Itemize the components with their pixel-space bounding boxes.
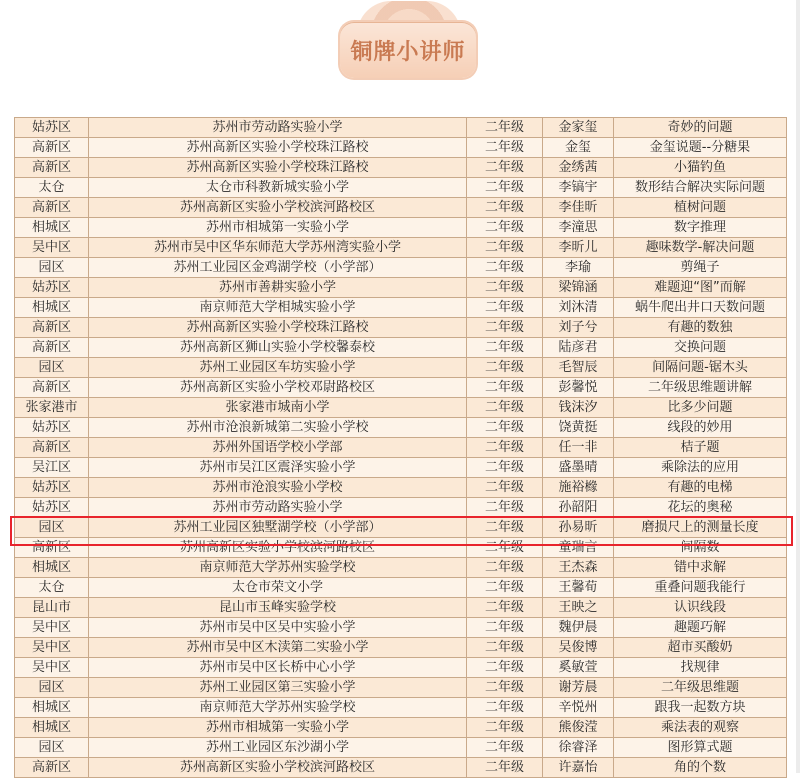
school-cell: 昆山市玉峰实验学校 [89,598,467,618]
topic-cell: 找规律 [614,658,787,678]
student-name-cell: 饶黄挺 [543,418,614,438]
school-cell: 苏州工业园区独墅湖学校（小学部） [89,518,467,538]
grade-cell: 二年级 [467,758,543,778]
table-row [15,338,787,358]
school-cell: 苏州市吴中区华东师范大学苏州湾实验小学 [89,238,467,258]
district-cell: 姑苏区 [15,278,89,298]
district-cell: 张家港市 [15,398,89,418]
student-name-cell: 彭馨悦 [543,378,614,398]
school-cell: 苏州高新区狮山实验小学校馨泰校 [89,338,467,358]
topic-cell: 比多少问题 [614,398,787,418]
school-cell: 苏州市相城第一实验小学 [89,218,467,238]
district-cell: 高新区 [15,758,89,778]
grade-cell: 二年级 [467,498,543,518]
topic-cell: 二年级思维题讲解 [614,378,787,398]
district-cell: 相城区 [15,698,89,718]
table-row [15,538,787,558]
topic-cell: 超市买酸奶 [614,638,787,658]
grade-cell: 二年级 [467,158,543,178]
grade-cell: 二年级 [467,298,543,318]
topic-cell: 植树问题 [614,198,787,218]
student-name-cell: 施裕橼 [543,478,614,498]
district-cell: 吴江区 [15,458,89,478]
page-header [0,0,800,128]
school-cell: 苏州外国语学校小学部 [89,438,467,458]
student-name-cell: 孙韶阳 [543,498,614,518]
school-cell: 苏州高新区实验小学校珠江路校 [89,318,467,338]
topic-cell: 花坛的奥秘 [614,498,787,518]
table-row [15,498,787,518]
grade-cell: 二年级 [467,258,543,278]
topic-cell: 奇妙的问题 [614,118,787,138]
topic-cell: 乘除法的应用 [614,458,787,478]
topic-cell: 桔子题 [614,438,787,458]
awards-table [14,117,787,778]
school-cell: 苏州工业园区金鸡湖学校（小学部） [89,258,467,278]
district-cell: 园区 [15,678,89,698]
topic-cell: 蜗牛爬出井口天数问题 [614,298,787,318]
grade-cell: 二年级 [467,398,543,418]
district-cell: 高新区 [15,378,89,398]
grade-cell: 二年级 [467,218,543,238]
awards-table-body [15,118,787,778]
school-cell: 苏州市劳动路实验小学 [89,118,467,138]
district-cell: 姑苏区 [15,418,89,438]
district-cell: 相城区 [15,298,89,318]
grade-cell: 二年级 [467,138,543,158]
table-row [15,598,787,618]
topic-cell: 数形结合解决实际问题 [614,178,787,198]
table-row [15,518,787,538]
table-row [15,418,787,438]
student-name-cell: 金家玺 [543,118,614,138]
topic-cell: 趣题巧解 [614,618,787,638]
topic-cell: 磨损尺上的测量长度 [614,518,787,538]
district-cell: 相城区 [15,718,89,738]
school-cell: 南京师范大学相城实验小学 [89,298,467,318]
student-name-cell: 刘子兮 [543,318,614,338]
grade-cell: 二年级 [467,678,543,698]
district-cell: 吴中区 [15,658,89,678]
district-cell: 高新区 [15,538,89,558]
school-cell: 太仓市科教新城实验小学 [89,178,467,198]
school-cell: 苏州高新区实验小学校滨河路校区 [89,538,467,558]
table-row [15,218,787,238]
school-cell: 苏州高新区实验小学校珠江路校 [89,158,467,178]
district-cell: 昆山市 [15,598,89,618]
grade-cell: 二年级 [467,358,543,378]
topic-cell: 交换问题 [614,338,787,358]
topic-cell: 二年级思维题 [614,678,787,698]
school-cell: 张家港市城南小学 [89,398,467,418]
district-cell: 相城区 [15,558,89,578]
grade-cell: 二年级 [467,538,543,558]
district-cell: 高新区 [15,338,89,358]
topic-cell: 错中求解 [614,558,787,578]
student-name-cell: 许嘉怡 [543,758,614,778]
student-name-cell: 魏伊晨 [543,618,614,638]
student-name-cell: 辛悦州 [543,698,614,718]
school-cell: 苏州市沧浪新城第二实验小学校 [89,418,467,438]
table-row [15,258,787,278]
school-cell: 苏州市劳动路实验小学 [89,498,467,518]
district-cell: 高新区 [15,158,89,178]
student-name-cell: 任一非 [543,438,614,458]
grade-cell: 二年级 [467,198,543,218]
table-row [15,558,787,578]
school-cell: 苏州市沧浪实验小学校 [89,478,467,498]
grade-cell: 二年级 [467,458,543,478]
table-row [15,758,787,778]
student-name-cell: 李昕儿 [543,238,614,258]
district-cell: 吴中区 [15,638,89,658]
scrollbar-track[interactable] [796,0,800,773]
grade-cell: 二年级 [467,658,543,678]
table-row [15,718,787,738]
district-cell: 姑苏区 [15,498,89,518]
district-cell: 园区 [15,358,89,378]
school-cell: 苏州市吴中区吴中实验小学 [89,618,467,638]
table-row [15,178,787,198]
grade-cell: 二年级 [467,338,543,358]
topic-cell: 角的个数 [614,758,787,778]
student-name-cell: 梁锦涵 [543,278,614,298]
district-cell: 太仓 [15,178,89,198]
school-cell: 苏州工业园区车坊实验小学 [89,358,467,378]
student-name-cell: 童瑞言 [543,538,614,558]
grade-cell: 二年级 [467,518,543,538]
topic-cell: 乘法表的观察 [614,718,787,738]
school-cell: 苏州工业园区第三实验小学 [89,678,467,698]
district-cell: 高新区 [15,318,89,338]
table-row [15,358,787,378]
school-cell: 南京师范大学苏州实验学校 [89,558,467,578]
table-row [15,378,787,398]
student-name-cell: 刘沐清 [543,298,614,318]
student-name-cell: 金玺 [543,138,614,158]
district-cell: 高新区 [15,438,89,458]
table-row [15,318,787,338]
grade-cell: 二年级 [467,558,543,578]
grade-cell: 二年级 [467,438,543,458]
grade-cell: 二年级 [467,238,543,258]
table-row [15,738,787,758]
topic-cell: 有趣的数独 [614,318,787,338]
school-cell: 太仓市荣文小学 [89,578,467,598]
table-row [15,658,787,678]
awards-table-container[interactable] [14,120,786,775]
topic-cell: 有趣的电梯 [614,478,787,498]
school-cell: 苏州工业园区东沙湖小学 [89,738,467,758]
student-name-cell: 毛智辰 [543,358,614,378]
topic-cell: 间隔数 [614,538,787,558]
table-row [15,158,787,178]
grade-cell: 二年级 [467,118,543,138]
topic-cell: 跟我一起数方块 [614,698,787,718]
district-cell: 相城区 [15,218,89,238]
student-name-cell: 王馨荀 [543,578,614,598]
school-cell: 苏州市吴江区震泽实验小学 [89,458,467,478]
student-name-cell: 王映之 [543,598,614,618]
district-cell: 园区 [15,518,89,538]
student-name-cell: 孙易昕 [543,518,614,538]
table-row [15,438,787,458]
section-badge [340,22,476,78]
grade-cell: 二年级 [467,418,543,438]
district-cell: 姑苏区 [15,478,89,498]
topic-cell: 剪绳子 [614,258,787,278]
badge-title: 铜牌小讲师 [350,39,466,65]
topic-cell: 图形算式题 [614,738,787,758]
grade-cell: 二年级 [467,178,543,198]
district-cell: 园区 [15,738,89,758]
school-cell: 苏州市相城第一实验小学 [89,718,467,738]
school-cell: 苏州高新区实验小学校珠江路校 [89,138,467,158]
district-cell: 高新区 [15,138,89,158]
topic-cell: 间隔问题-锯木头 [614,358,787,378]
student-name-cell: 谢芳晨 [543,678,614,698]
table-row [15,478,787,498]
student-name-cell: 陆彦君 [543,338,614,358]
table-row [15,578,787,598]
school-cell: 苏州高新区实验小学校滨河路校区 [89,758,467,778]
table-row [15,298,787,318]
district-cell: 园区 [15,258,89,278]
grade-cell: 二年级 [467,718,543,738]
table-row [15,678,787,698]
student-name-cell: 盛墨晴 [543,458,614,478]
district-cell: 吴中区 [15,618,89,638]
table-row [15,618,787,638]
grade-cell: 二年级 [467,378,543,398]
grade-cell: 二年级 [467,618,543,638]
topic-cell: 重叠问题我能行 [614,578,787,598]
table-row [15,698,787,718]
student-name-cell: 李镐宇 [543,178,614,198]
district-cell: 高新区 [15,198,89,218]
school-cell: 苏州市善耕实验小学 [89,278,467,298]
table-row [15,198,787,218]
table-row [15,398,787,418]
district-cell: 太仓 [15,578,89,598]
student-name-cell: 金绣茜 [543,158,614,178]
topic-cell: 数字推理 [614,218,787,238]
grade-cell: 二年级 [467,478,543,498]
topic-cell: 难题迎“图”而解 [614,278,787,298]
district-cell: 姑苏区 [15,118,89,138]
topic-cell: 认识线段 [614,598,787,618]
grade-cell: 二年级 [467,578,543,598]
school-cell: 南京师范大学苏州实验学校 [89,698,467,718]
school-cell: 苏州市吴中区木渎第二实验小学 [89,638,467,658]
student-name-cell: 钱沫汐 [543,398,614,418]
student-name-cell: 李潼思 [543,218,614,238]
table-row [15,138,787,158]
school-cell: 苏州市吴中区长桥中心小学 [89,658,467,678]
table-row [15,638,787,658]
table-row [15,118,787,138]
student-name-cell: 熊俊滢 [543,718,614,738]
topic-cell: 小猫钓鱼 [614,158,787,178]
district-cell: 吴中区 [15,238,89,258]
school-cell: 苏州高新区实验小学校滨河路校区 [89,198,467,218]
student-name-cell: 徐睿泽 [543,738,614,758]
student-name-cell: 吴俊博 [543,638,614,658]
grade-cell: 二年级 [467,598,543,618]
student-name-cell: 王杰森 [543,558,614,578]
student-name-cell: 奚敏萱 [543,658,614,678]
grade-cell: 二年级 [467,738,543,758]
grade-cell: 二年级 [467,698,543,718]
table-row [15,238,787,258]
table-row [15,278,787,298]
topic-cell: 金玺说题--分糖果 [614,138,787,158]
topic-cell: 趣味数学-解决问题 [614,238,787,258]
school-cell: 苏州高新区实验小学校邓尉路校区 [89,378,467,398]
grade-cell: 二年级 [467,278,543,298]
grade-cell: 二年级 [467,638,543,658]
topic-cell: 线段的妙用 [614,418,787,438]
student-name-cell: 李佳昕 [543,198,614,218]
student-name-cell: 李瑜 [543,258,614,278]
table-row [15,458,787,478]
grade-cell: 二年级 [467,318,543,338]
